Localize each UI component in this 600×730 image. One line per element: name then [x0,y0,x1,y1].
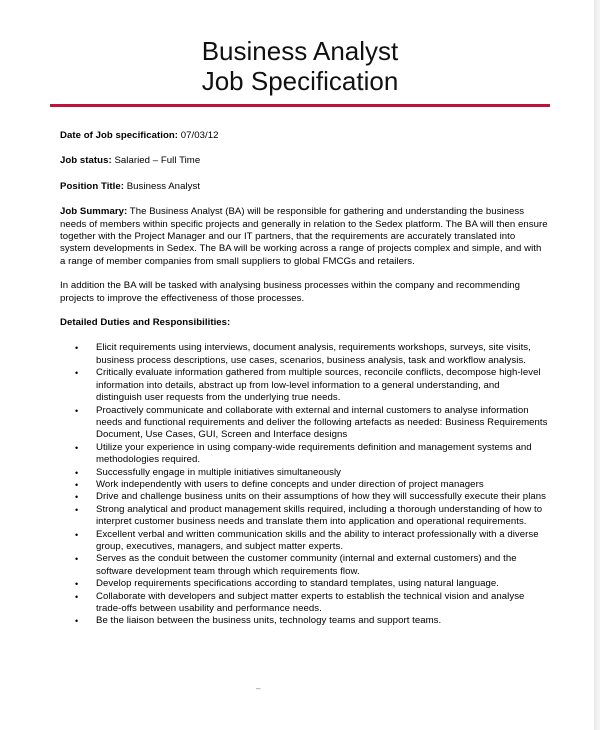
bullet-icon: • [75,368,79,379]
duty-text: Successfully engage in multiple initiatives simultaneously [96,466,341,478]
bullet-icon: • [75,529,79,540]
bullet-icon: • [75,616,79,627]
duty-item [60,504,548,529]
summary-value: The Business Analyst (BA) will be responsible for gathering and understanding the business needs of members within specific projects and generally in relation to the Sedex platform. The BA will then ensure together with the Project Manager and our IT partners, that the requirements are accurately translated into system developments in Sedex. The BA will be working across a range of projects complex and simple, and with a range of member companies from small suppliers to global FMCGs and retailers. [60,206,548,267]
duty-text: Be the liaison between the business units, technology teams and support teams. [96,615,442,627]
duty-item [60,553,548,578]
position-value: Business Analyst [124,180,201,192]
document-title [0,36,600,96]
duty-text: Serves as the conduit between the customer community (internal and external customers) and the software development team through which requirements flow. [96,553,517,577]
duty-text: Proactively communicate and collaborate with external and internal customers to analyse information needs and functional requirements and deliver the following artefacts as needed: Business Requirements Document, Use Cases, GUI, Screen and Interface designs [96,404,548,441]
duty-text: Collaborate with developers and subject matter experts to establish the technical vision and analyse trade-offs between usability and performance needs. [96,590,525,614]
title-line-1: Business Analyst [201,36,399,66]
bullet-icon: • [75,504,79,515]
additional-paragraph: In addition the BA will be tasked with analysing business processes within the company and recommending projects to improve the effectiveness of those processes. [60,280,521,304]
duty-item [60,467,548,479]
duty-item [60,367,548,404]
bullet-icon: • [75,479,79,490]
duties-list [60,342,548,627]
footer-mark: – [256,684,261,693]
duty-item [60,615,548,627]
duty-item [60,529,548,554]
duty-text: Develop requirements specifications according to standard templates, using natural language. [96,578,499,590]
duty-item [60,342,548,367]
bullet-icon: • [75,492,79,503]
status-value: Salaried – Full Time [111,155,201,167]
duty-item [60,405,548,442]
bullet-icon: • [75,467,79,478]
duties-heading: Detailed Duties and Responsibilities: [60,317,231,329]
duty-item [60,591,548,616]
duty-text: Critically evaluate information gathered from multiple sources, reconcile conflicts, decompose high-level information into details, abstract up from low-level information to a general understanding, and distinguish user requests from the underlying true needs. [96,367,541,404]
position-label: Position Title: [60,180,124,192]
duty-text: Elicit requirements using interviews, document analysis, requirements workshops, surveys, site visits, business process descriptions, use cases, scenarios, business analysis, task and workflow analysis. [96,342,531,366]
duty-text: Strong analytical and product management skills required, including a thorough understanding of how to interpret customer business needs and translate them into application and operational requirements. [96,503,543,528]
duty-text: Utilize your experience in using company-wide requirements definition and management systems and methodologies required. [96,441,532,466]
bullet-icon: • [75,405,79,416]
position-field [60,181,548,193]
duty-item [60,442,548,467]
duty-item [60,479,548,491]
status-field [60,155,548,167]
document-body [60,130,548,628]
bullet-icon: • [75,591,79,602]
duty-item [60,491,548,503]
summary-label: Job Summary: [60,206,128,218]
status-label: Job status: [60,155,112,167]
title-line-2: Job Specification [201,66,399,96]
date-label: Date of Job specification: [60,130,179,141]
duty-text: Excellent verbal and written communication skills and the ability to interact professionally with a diverse group, executives, managers, and subject matter experts. [96,528,539,552]
duty-text: Work independently with users to define concepts and under direction of project managers [96,478,484,490]
bullet-icon: • [75,554,79,565]
bullet-icon: • [75,343,79,354]
date-value: 07/03/12 [178,130,219,141]
bullet-icon: • [75,579,79,590]
date-field [60,130,548,142]
bullet-icon: • [75,442,79,453]
title-divider [50,104,550,107]
page-edge-shadow [594,0,600,730]
duty-text: Drive and challenge business units on their assumptions of how they will successfully execute their plans [96,491,546,503]
duty-item [60,578,548,590]
summary-field [60,206,548,268]
